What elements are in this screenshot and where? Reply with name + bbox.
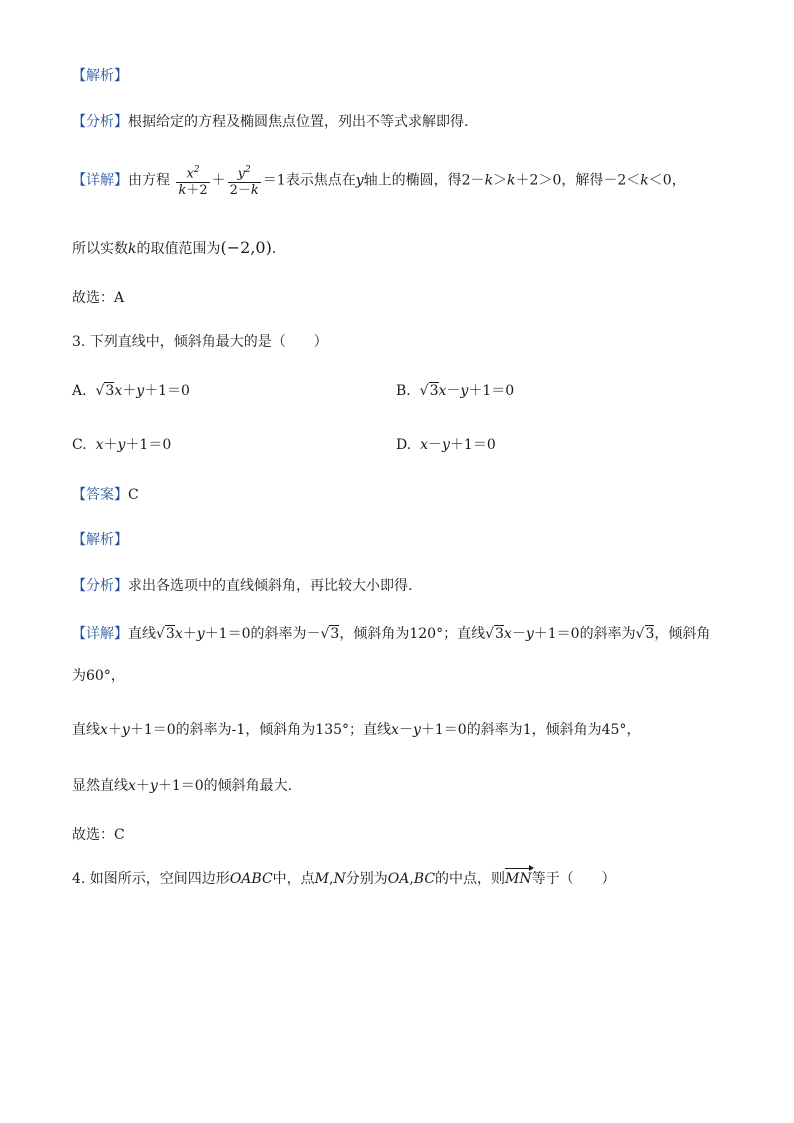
daan-line — [72, 485, 139, 505]
l3-b: 的斜率为-1，倾斜角为 — [175, 722, 316, 738]
xiangjie-tag-1: 【详解】 — [72, 172, 128, 189]
xiangjie-tag-2: 【详解】 — [72, 626, 128, 642]
xj-text-2: 表示焦点在 — [285, 172, 356, 189]
xiangjie-line-1: 【详解】由方程 $\frac{x^2}{k+2}$ ＋ $\frac{y^2}{2-k}$ ＝1表示焦点在y轴上的椭圆，得2－k＞k＋2＞0，解得－2＜k＜0， — [72, 162, 686, 199]
range-text-2: 的取值范围为 — [136, 241, 221, 257]
xj-text-1: 由方程 — [128, 172, 170, 189]
jiexi-tag-1: 【解析】 — [72, 68, 128, 84]
opt-a-label: A. — [72, 383, 87, 399]
l1-d: ；直线 — [443, 626, 486, 642]
xiangjie-line-3: 直线x＋y＋1＝0的斜率为-1，倾斜角为135°；直线x－y＋1＝0的斜率为1，倾斜角为45°， — [72, 722, 641, 738]
fenxi-text-2: 求出各选项中的直线倾斜角，再比较大小即得. — [128, 578, 413, 594]
range-text-1: 所以实数 — [72, 241, 128, 257]
jiexi-tag-2: 【解析】 — [72, 532, 128, 548]
fraction-x2: $\frac{x^2}{k+2}$ — [178, 165, 208, 199]
l1-e: 的斜率为 — [579, 626, 636, 642]
range-line: 所以实数k的取值范围为(−2,0). — [72, 238, 277, 257]
xj-text-5: ， — [671, 172, 686, 189]
answer-line-1: 故选：A — [72, 290, 125, 306]
answer-line-2: 故选：C — [72, 827, 125, 843]
q4-stem-d: 的中点，则 — [435, 871, 506, 887]
q4-stem-e: 等于（ ） — [531, 871, 616, 887]
fraction-y2: $\frac{y^2}{2-k}$ — [229, 165, 259, 199]
xj-text-4: ，解得 — [561, 172, 604, 189]
range-text-3: . — [271, 241, 277, 257]
q4-stem-a: 4. 如图所示，空间四边形 — [72, 871, 230, 887]
l1-b: 的斜率为 — [250, 626, 307, 642]
l1-c: ，倾斜角为 — [339, 626, 410, 642]
l3-c: ；直线 — [349, 722, 392, 738]
q3-option-c: C. x＋y＋1＝0 — [72, 437, 172, 453]
q3-option-b: B. √3x－y＋1＝0 — [396, 383, 515, 399]
xiangjie-line-4: 显然直线x＋y＋1＝0的倾斜角最大. — [72, 778, 293, 794]
l2-b: ， — [110, 668, 125, 684]
l4-b: 的倾斜角最大. — [203, 778, 293, 794]
l3-a: 直线 — [72, 722, 100, 738]
fenxi-line-1 — [72, 112, 468, 132]
daan-value: C — [128, 487, 139, 503]
q3-stem: 3. 下列直线中，倾斜角最大的是（ ） — [72, 334, 328, 350]
daan-tag: 【答案】 — [72, 487, 128, 503]
l1-a: 直线 — [128, 626, 156, 642]
opt-c-label: C. — [72, 437, 87, 453]
vector-mn: MN — [505, 871, 532, 887]
l2-a: 为 — [72, 668, 86, 684]
l3-d: 的斜率为 — [466, 722, 523, 738]
opt-b-label: B. — [396, 383, 411, 399]
fenxi-tag-1: 【分析】 — [72, 114, 128, 130]
l1-f: ，倾斜角 — [654, 626, 711, 642]
xj-text-3: 轴上的椭圆，得 — [363, 172, 462, 189]
q3-option-a: A. √3x＋y＋1＝0 — [72, 383, 190, 399]
fenxi-line-2 — [72, 576, 412, 596]
xiangjie-line-2: 【详解】直线√3x＋y＋1＝0的斜率为－√3，倾斜角为120°；直线√3x－y＋1＝0的斜率为√3，倾斜角 — [72, 626, 711, 642]
l4-a: 显然直线 — [72, 778, 128, 794]
l3-f: ， — [626, 722, 641, 738]
q4-stem: 4. 如图所示，空间四边形OABC中，点M,N分别为OA,BC的中点，则MN等于（ ） — [72, 871, 616, 887]
l3-e: ，倾斜角为 — [531, 722, 602, 738]
q3-option-d: D. x－y＋1＝0 — [396, 437, 496, 453]
q4-stem-c: 分别为 — [345, 871, 388, 887]
q4-stem-b: 中，点 — [272, 871, 315, 887]
fenxi-text-1: 根据给定的方程及椭圆焦点位置，列出不等式求解即得. — [128, 114, 469, 130]
opt-d-label: D. — [396, 437, 412, 453]
fenxi-tag-2: 【分析】 — [72, 578, 128, 594]
xiangjie-line-2b: 为60°， — [72, 668, 125, 684]
